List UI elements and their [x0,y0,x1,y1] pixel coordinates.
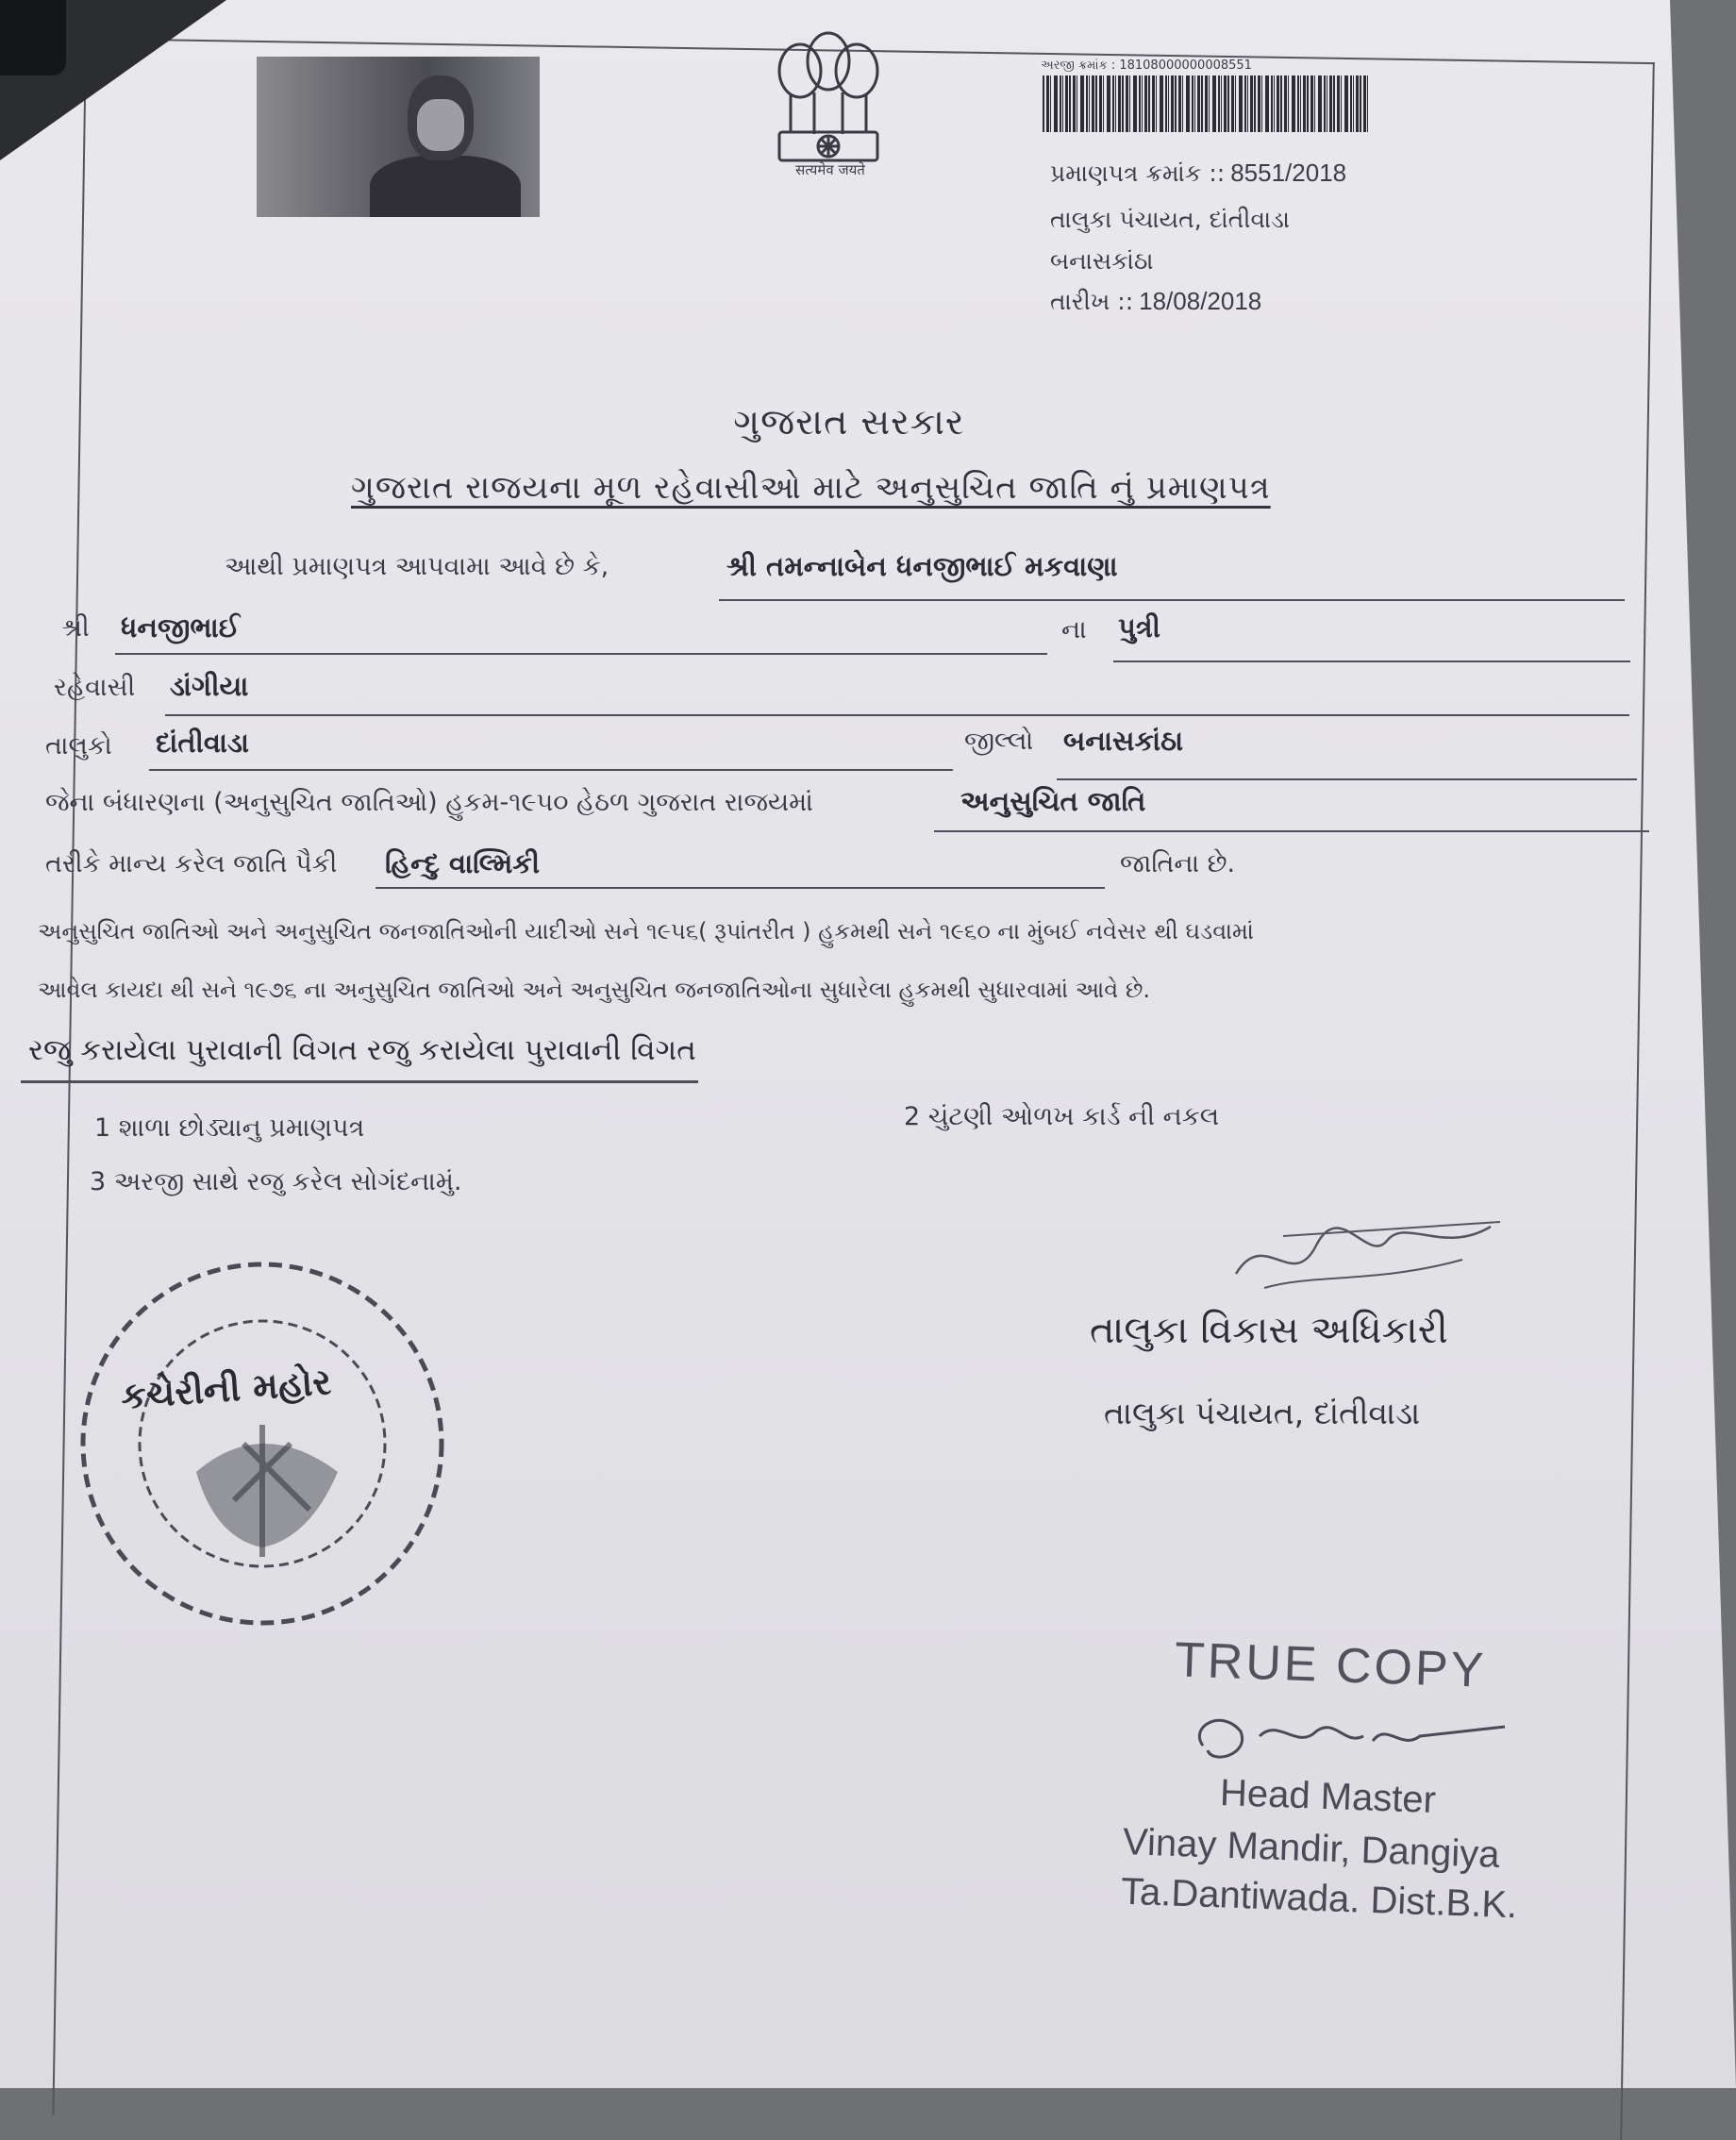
barcode-bar [1367,75,1368,132]
barcode-bar [1115,75,1116,132]
barcode-bar [1209,75,1210,132]
barcode-bar [1178,75,1181,132]
barcode-bar [1261,75,1262,132]
barcode-bar [1250,75,1253,132]
barcode-bar [1277,75,1279,132]
caste-value: હિન્દુ વાલ્મિકી [385,847,541,879]
barcode-bar [1122,75,1124,132]
caste-underline [376,887,1105,889]
barcode-bar [1318,75,1322,132]
father-underline [115,653,1047,655]
barcode-bar [1297,75,1299,132]
barcode-bar [1118,75,1121,132]
headmaster-title: Head Master [1219,1772,1437,1821]
barcode-bar [1107,75,1110,132]
barcode-bar [1089,75,1090,132]
barcode-bar [1227,75,1229,132]
barcode-bar [1324,75,1326,132]
barcode-bar [1103,75,1104,132]
barcode-bar [1350,75,1352,132]
barcode-bar [1274,75,1275,132]
barcode-bar [1224,75,1227,132]
barcode-bar [1310,75,1313,132]
page-border [52,38,1654,2140]
barcode-bar [1197,75,1200,132]
headmaster-signature-icon [1184,1698,1524,1774]
barcode-bar [1054,75,1058,132]
barcode-bar [1231,75,1234,132]
taluka-underline [149,769,953,771]
barcode-bar [1201,75,1203,132]
barcode-bar [1265,75,1269,132]
emblem-motto: सत्यमेव जयते [795,161,865,178]
evidence-heading: રજુ કરાયેલા પુરાવાની વિગત રજુ કરાયેલા પુરાવાની વિગત [28,1033,696,1067]
barcode-bar [1353,75,1354,132]
intro-text: આથી પ્રમાણપત્ર આપવામા આવે છે કે, [225,552,609,581]
barcode-bar [1065,75,1068,132]
barcode-bar [1144,75,1147,132]
holder-name: શ્રી તમન્નાબેન ધનજીભાઈ મકવાણા [726,550,1118,582]
barcode-bar [1086,75,1088,132]
issue-date [1050,287,1261,316]
category-value: અનુસુચિત જાતિ [960,785,1146,817]
evidence-item-3: 3 અરજી સાથે રજુ કરેલ સોગંદનામું. [90,1167,462,1196]
constitution-text: જેના બંધારણના (અનુસુચિત જાતિઓ) હુકમ-૧૯૫૦ હેઠળ ગુજરાત રાજયમાં [45,788,813,817]
barcode-bar [1356,75,1359,132]
barcode-bar [1171,75,1174,132]
barcode-bar [1307,75,1309,132]
barcode-bar [1329,75,1332,132]
shri-label: શ્રી [61,613,90,643]
evidence-item-2: 2 ચુંટણી ઓળખ કાર્ડ ની નકલ [904,1102,1220,1131]
barcode-bar [1258,75,1260,132]
issuing-office: તાલુકા પંચાયત, દાંતીવાડા [1050,206,1290,233]
relation-value: પુત્રી [1118,611,1160,644]
issuing-district: બનાસકાંઠા [1050,247,1154,275]
category-underline [934,830,1649,832]
barcode-bar [1288,75,1289,132]
barcode-bar [1112,75,1114,132]
certificate-number [1050,159,1346,188]
barcode-bar [1160,75,1163,132]
barcode-bar [1129,75,1130,132]
cert-no-value: 8551/2018 [1230,159,1347,187]
barcode-bar [1205,75,1208,132]
taluka-label: તાલુકો [45,731,112,761]
barcode-bar [1092,75,1094,132]
barcode-bar [1333,75,1335,132]
barcode-bar [1292,75,1295,132]
father-name: ધનજીભાઈ [121,611,241,644]
relation-underline [1113,660,1630,662]
district-label: જીલ્લો [964,727,1034,756]
paragraph-line-1: અનુસુચિત જાતિઓ અને અનુસુચિત જનજાતિઓની યાદીઓ સને ૧૯૫૬( રૂપાંતરીત ) હુકમથી સને ૧૯૬૦ ના મુંબઈ નવેસર થી ઘડવામાં [38,918,1254,945]
district-value: બનાસકાંઠા [1063,725,1184,757]
barcode-bar [1046,75,1049,132]
barcode-bar [1168,75,1169,132]
barcode-bar [1239,75,1243,132]
evidence-item-1: 1 શાળા છોડ્યાનુ પ્રમાણપત્ર [94,1113,365,1143]
certificate-title: ગુજરાત રાજયના મૂળ રહેવાસીઓ માટે અનુસુચિત જાતિ નું પ્રમાણપત્ર [351,469,1271,507]
barcode-bar [1218,75,1220,132]
barcode-bar [1192,75,1194,132]
barcode-bar [1300,75,1301,132]
officer-signature-icon [1227,1208,1510,1312]
barcode-bar [1175,75,1177,132]
barcode-bar [1254,75,1256,132]
evidence-heading-underline [21,1080,698,1083]
recognized-label: તરીકે માન્ય કરેલ જાતિ પૈકી [45,849,338,878]
barcode-bar [1314,75,1315,132]
barcode-bar [1142,75,1143,132]
barcode-bar [1221,75,1222,132]
barcode-bar [1060,75,1061,132]
name-underline [719,599,1625,601]
barcode-bar [1073,75,1076,132]
barcode-bar [1099,75,1102,132]
caste-suffix: જાતિના છે. [1120,849,1236,878]
barcode-bar [1303,75,1306,132]
barcode-bar [1126,75,1128,132]
officer-title: તાલુકા વિકાસ અધિકારી [1090,1309,1448,1352]
barcode-bar [1280,75,1282,132]
na-label: ના [1061,615,1087,644]
officer-office: તાલુકા પંચાયત, દાંતીવાડા [1104,1395,1421,1431]
barcode-bar [1043,75,1044,132]
keyboard-edge [0,0,66,75]
barcode-bar [1069,75,1071,132]
barcode-bar [1152,75,1155,132]
barcode-bar [1139,75,1141,132]
barcode-bar [1080,75,1084,132]
national-emblem-icon [762,28,894,179]
barcode-bar [1337,75,1340,132]
resident-value: ડાંગીયા [170,670,249,702]
barcode-bar [1341,75,1342,132]
barcode-bar [1271,75,1273,132]
barcode-bar [1182,75,1183,132]
cert-no-label: પ્રમાણપત્ર ક્રમાંક :: [1050,159,1226,187]
seal-label: કચેરીની મહોર [119,1361,333,1417]
date-value: 18/08/2018 [1139,287,1262,315]
date-label: તારીખ :: [1050,288,1134,315]
school-name: Vinay Mandir, Dangiya [1122,1821,1501,1876]
barcode-bar [1165,75,1167,132]
resident-label: રહેવાસી [54,673,136,702]
barcode-bar [1095,75,1097,132]
barcode-bar [1247,75,1248,132]
barcode-bar [1186,75,1190,132]
barcode-bar [1284,75,1287,132]
applicant-photo [257,57,540,217]
taluka-value: દાંતીવાડા [156,727,250,759]
resident-underline [165,714,1629,716]
paragraph-line-2: આવેલ કાયદા થી સને ૧૯૭૬ ના અનુસુચિત જાતિઓ અને અનુસુચિત જનજાતિઓના સુધારેલા હુકમથી સુધારવામાં આવે છે. [38,977,1151,1003]
barcode-bar [1133,75,1137,132]
barcode-bar [1156,75,1157,132]
district-underline [1057,778,1637,780]
application-number: અરજી ક્રમાંક : 18108000000008551 [1041,59,1252,73]
barcode-bar [1363,75,1366,132]
true-copy-stamp: TRUE COPY [1174,1632,1488,1698]
barcode-bar [1050,75,1051,132]
barcode-bar [1244,75,1246,132]
barcode-bar [1360,75,1361,132]
barcode-bar [1212,75,1216,132]
barcode-bar [1194,75,1195,132]
government-title: ગુજરાત સરકાર [733,401,965,443]
school-address: Ta.Dantiwada. Dist.B.K. [1120,1870,1518,1927]
barcode-bar [1235,75,1236,132]
office-seal-icon [74,1255,451,1632]
barcode-bar [1062,75,1063,132]
barcode-bar [1344,75,1348,132]
barcode-bar [1148,75,1150,132]
barcode [1041,75,1373,132]
